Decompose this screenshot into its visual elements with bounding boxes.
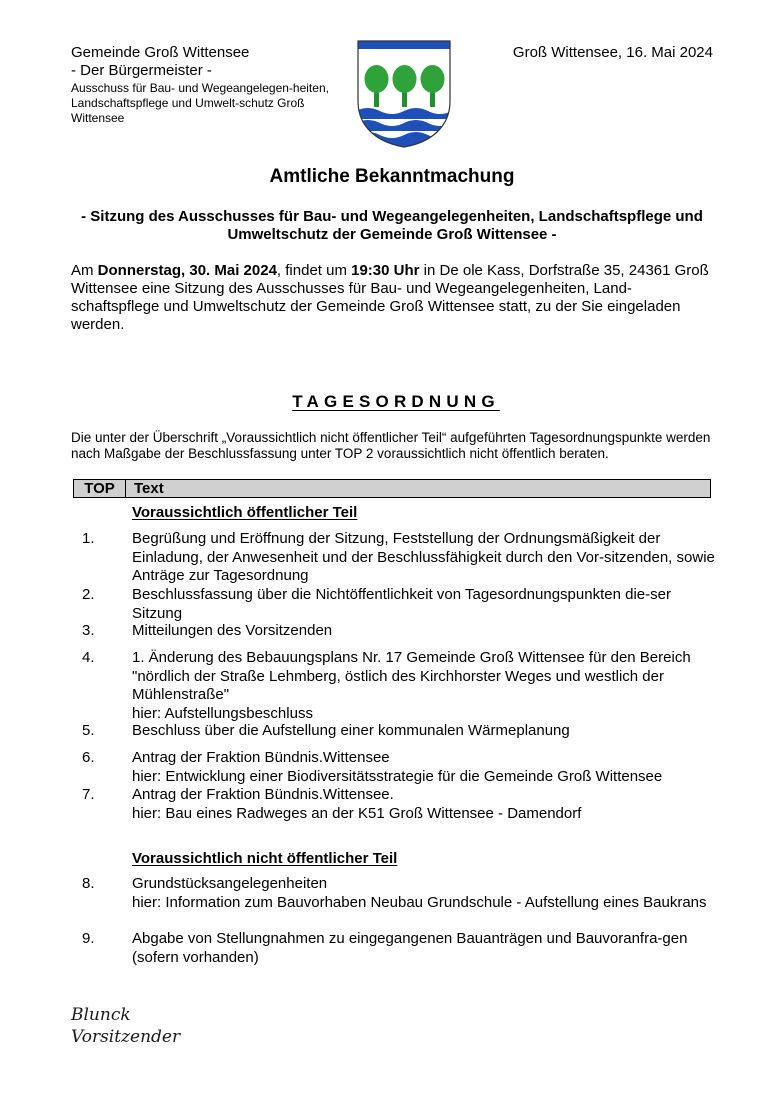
signature: [71, 1004, 180, 1048]
intro-mid: , findet um: [276, 262, 352, 279]
item-number: 5.: [82, 722, 95, 739]
item-text: 1. Änderung des Bebauungsplans Nr. 17 Gemeinde Groß Wittensee für den Bereich "nördlich der Straße Lehmberg, östlich des Kirchhorster Weges und westlich der Mühlenstraße" hier: Aufstellungsbeschluss: [132, 649, 691, 722]
agenda-note: Die unter der Überschrift „Voraussichtlich nicht öffentlicher Teil“ aufgeführten Tagesordnungspunkte werden nach Maßgabe der Beschlussfassung unter TOP 2 voraussichtlich nicht öffentlich beraten.: [71, 430, 711, 461]
agenda-item: [71, 875, 717, 912]
item-text: Antrag der Fraktion Bündnis.Wittensee. hier: Bau eines Radweges an der K51 Groß Wittensee - Damendorf: [132, 786, 582, 822]
item-number: 9.: [82, 930, 95, 947]
item-number: 6.: [82, 749, 95, 766]
item-text: Beschluss über die Aufstellung einer kommunalen Wärmeplanung: [132, 722, 570, 739]
item-text: Beschlussfassung über die Nichtöffentlichkeit von Tagesordnungspunkten die-ser Sitzung: [132, 586, 671, 622]
intro-post: in De ole Kass, Dorfstraße 35, 24361 Groß Wittensee eine Sitzung des Ausschusses für Bau- und Wegeangelegenheiten, Land-schaftspflege und Umweltschutz der Gemeinde Groß Wittensee statt, zu der Sie eingeladen werden.: [71, 262, 709, 333]
item-text: Begrüßung und Eröffnung der Sitzung, Feststellung der Ordnungsmäßigkeit der Einladung, der Anwesenheit und der Beschlussfähigkeit durch den Vor-sitzenden, sowie Anträge zur Tagesordnung: [132, 530, 715, 584]
committee-name: Ausschuss für Bau- und Wegeangelegen-heiten, Landschaftspflege und Umwelt-schutz Groß Wittensee: [71, 81, 329, 125]
meeting-time: 19:30 Uhr: [351, 262, 420, 279]
column-header-text: Text: [134, 480, 164, 497]
meeting-date: Donnerstag, 30. Mai 2024: [97, 262, 277, 279]
header-sender: [71, 44, 331, 126]
page-title: Amtliche Bekanntmachung: [269, 166, 515, 187]
agenda-item: [71, 722, 717, 741]
mayor-line: - Der Bürgermeister -: [71, 62, 212, 79]
item-number: 7.: [82, 786, 95, 803]
item-number: 8.: [82, 875, 95, 892]
item-number: 3.: [82, 622, 95, 639]
item-number: 1.: [82, 530, 95, 547]
private-section-heading: Voraussichtlich nicht öffentlicher Teil: [132, 850, 398, 867]
intro-pre: Am: [71, 262, 98, 279]
item-text: Grundstücksangelegenheiten hier: Information zum Bauvorhaben Neubau Grundschule - Aufstellung eines Baukrans: [132, 875, 707, 911]
public-section-heading: Voraussichtlich öffentlicher Teil: [132, 504, 358, 521]
signature-name: Blunck: [71, 1005, 131, 1025]
agenda-item: [71, 749, 717, 786]
column-header-top: TOP: [74, 480, 126, 497]
agenda-item: [71, 586, 717, 623]
item-number: 4.: [82, 649, 95, 666]
signature-role: Vorsitzender: [71, 1027, 181, 1047]
agenda-item: [71, 622, 717, 641]
intro-paragraph: [71, 262, 717, 334]
item-text: Abgabe von Stellungnahmen zu eingegangenen Bauanträgen und Bauvoranfra-gen (sofern vorhanden): [132, 930, 688, 966]
item-text: Mitteilungen des Vorsitzenden: [132, 622, 333, 639]
agenda-table-header: [73, 479, 711, 498]
page-subtitle: - Sitzung des Ausschusses für Bau- und Wegeangelegenheiten, Landschaftspflege und Umweltschutz der Gemeinde Groß Wittensee -: [81, 208, 703, 243]
agenda-item: [71, 786, 717, 823]
municipality-name: Gemeinde Groß Wittensee: [71, 44, 250, 61]
agenda-item: [71, 930, 717, 967]
item-number: 2.: [82, 586, 95, 603]
agenda-item: [71, 649, 717, 723]
agenda-item: [71, 530, 717, 586]
coat-of-arms-icon: [356, 39, 452, 149]
item-text: Antrag der Fraktion Bündnis.Wittensee hier: Entwicklung einer Biodiversitätsstrategie für die Gemeinde Groß Wittensee: [132, 749, 663, 785]
place-date: Groß Wittensee, 16. Mai 2024: [512, 44, 713, 61]
agenda-title: TAGESORDNUNG: [292, 392, 500, 411]
